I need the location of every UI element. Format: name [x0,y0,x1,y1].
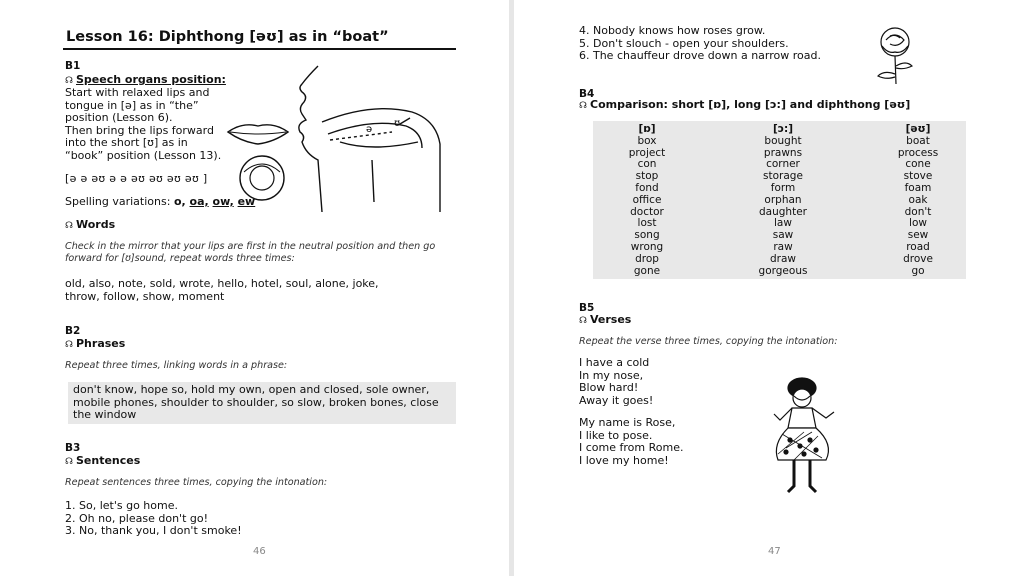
sentence-item: 4. Nobody knows how roses grow. [579,24,766,37]
sentence-list-continued [579,25,821,63]
table-cell: gorgeous [758,264,808,277]
table-column-short [607,124,687,277]
column-header: [ɒ] [638,123,656,135]
table-cell: lost [637,217,657,230]
phrases-box: don't know, hope so, hold my own, open and closed, sole owner, mobile phones, shoulder to shoulder, so slow, broken bones, close the window [68,382,456,424]
table-cell: prawns [763,146,803,159]
table-cell: bought [764,134,802,147]
sentence-item: 1. So, let's go home. [65,499,178,512]
table-cell: corner [766,158,800,171]
verse-line: I come from Rome. [579,441,684,454]
table-cell: stop [635,170,659,183]
verses-heading: ☊ Verses [579,313,632,326]
section-code-b1: B1 [65,60,81,72]
page-47 [514,0,1024,576]
table-cell: don't [904,205,932,218]
table-cell: form [770,181,796,194]
lips-rounded-icon [240,156,284,200]
verse-stanza-1 [579,357,653,407]
page-46 [0,0,509,576]
text-line: into the short [ʊ] as in [65,136,188,149]
phrases-heading: ☊ Phrases [65,337,126,350]
text-line: position (Lesson 6). [65,111,173,124]
words-heading: ☊ Words [65,218,116,231]
table-cell: con [637,158,657,171]
table-column-diphthong [883,124,953,277]
section-code-b3: B3 [65,442,81,454]
table-cell: draw [769,252,796,265]
verse-line: I like to pose. [579,428,653,442]
articulation-text [65,87,235,162]
table-cell: office [632,193,662,206]
table-cell: stove [903,170,933,183]
table-cell: box [637,134,657,147]
comparison-table [593,121,966,279]
table-cell: storage [763,170,803,183]
diagram-u-label: ʊ [394,118,401,129]
spelling-item: oa, [189,195,209,208]
text-line: tongue in [ə] as in “the” [65,98,199,112]
table-column-long [733,124,833,277]
girl-illustration [764,374,844,496]
table-cell: drove [903,252,933,265]
table-cell: project [628,146,666,159]
table-cell: daughter [759,205,807,218]
page-number: 47 [768,546,781,557]
sound-drill: [ə ə əʊ ə ə əʊ əʊ əʊ əʊ ] [65,172,208,185]
word-list-line: old, also, note, sold, wrote, hello, hotel, soul, alone, joke, [65,277,379,290]
rose-illustration [870,22,920,86]
ear-icon: ☊ [579,101,587,111]
table-cell: orphan [764,193,802,206]
ear-icon: ☊ [65,340,73,350]
table-cell: raw [773,240,793,253]
verse-line: Away it goes! [579,393,654,407]
table-cell: law [774,217,792,230]
table-cell: gone [633,264,661,277]
sentences-instruction: Repeat sentences three times, copying the intonation: [65,477,328,488]
column-header: [ɔ:] [772,123,794,135]
text-line: “book” position (Lesson 13). [65,148,222,162]
speech-organs-diagram [222,62,452,212]
text-line: Then bring the lips forward [65,123,214,137]
verse-stanza-2 [579,417,683,467]
table-cell: cone [905,158,931,171]
words-instruction: Check in the mirror that your lips are first in the neutral position and then go forward for [ʊ]sound, repeat words three times: [65,241,436,264]
page-number: 46 [253,546,266,557]
table-cell: road [906,240,930,253]
spelling-label: Spelling variations: [65,195,171,208]
spelling-variations [65,196,255,209]
section-code-b4: B4 [579,88,595,100]
sentence-item: 6. The chauffeur drove down a narrow road. [579,49,821,62]
verse-line: Blow hard! [579,381,639,394]
table-cell: process [897,146,939,159]
comparison-heading: ☊ Comparison: short [ɒ], long [ɔ:] and diphthong [əʊ] [579,98,911,111]
word-list-line: throw, follow, show, moment [65,289,225,303]
table-cell: drop [635,252,659,265]
verse-line: I have a cold [579,356,650,369]
verses-instruction: Repeat the verse three times, copying the intonation: [579,336,838,347]
diagram-schwa-label: ə [366,124,373,135]
table-cell: foam [904,181,932,194]
phrases-instruction: Repeat three times, linking words in a phrase: [65,360,288,371]
title-rule [63,48,456,50]
ear-icon: ☊ [65,457,73,467]
ear-icon: ☊ [579,316,587,326]
verse-line: In my nose, [579,368,644,382]
mouth-profile-icon [299,66,440,212]
column-words [733,136,833,278]
column-words [883,136,953,278]
ear-icon: ☊ [65,221,73,231]
table-cell: doctor [630,205,664,218]
table-cell: sew [907,229,929,242]
word-list [65,278,455,303]
table-cell: boat [906,134,930,147]
section-code-b2: B2 [65,325,81,337]
sentence-item: 3. No, thank you, I don't smoke! [65,524,242,537]
ear-icon: ☊ [65,76,73,86]
table-cell: saw [772,229,794,242]
table-cell: fond [635,181,659,194]
spelling-item: ew [237,195,256,208]
table-cell: low [909,217,927,230]
sentences-heading: ☊ Sentences [65,454,141,467]
column-words [607,136,687,278]
section-code-b5: B5 [579,302,595,314]
column-header: [əʊ] [905,123,931,135]
text-line: Start with relaxed lips and [65,86,210,99]
table-cell: song [634,229,660,242]
verse-line: My name is Rose, [579,416,676,429]
sentence-item: 5. Don't slouch - open your shoulders. [579,36,789,50]
spelling-item: o, [173,195,186,208]
spelling-item: ow, [212,195,234,208]
table-cell: wrong [630,240,664,253]
lesson-title: Lesson 16: Diphthong [əʊ] as in “boat” [66,29,389,45]
table-cell: oak [908,193,928,206]
lips-front-icon [228,125,288,144]
speech-organs-heading: ☊ Speech organs position: [65,73,226,86]
sentence-list [65,500,242,538]
verse-line: I love my home! [579,453,669,467]
table-cell: go [911,264,925,277]
sentence-item: 2. Oh no, please don't go! [65,511,208,525]
